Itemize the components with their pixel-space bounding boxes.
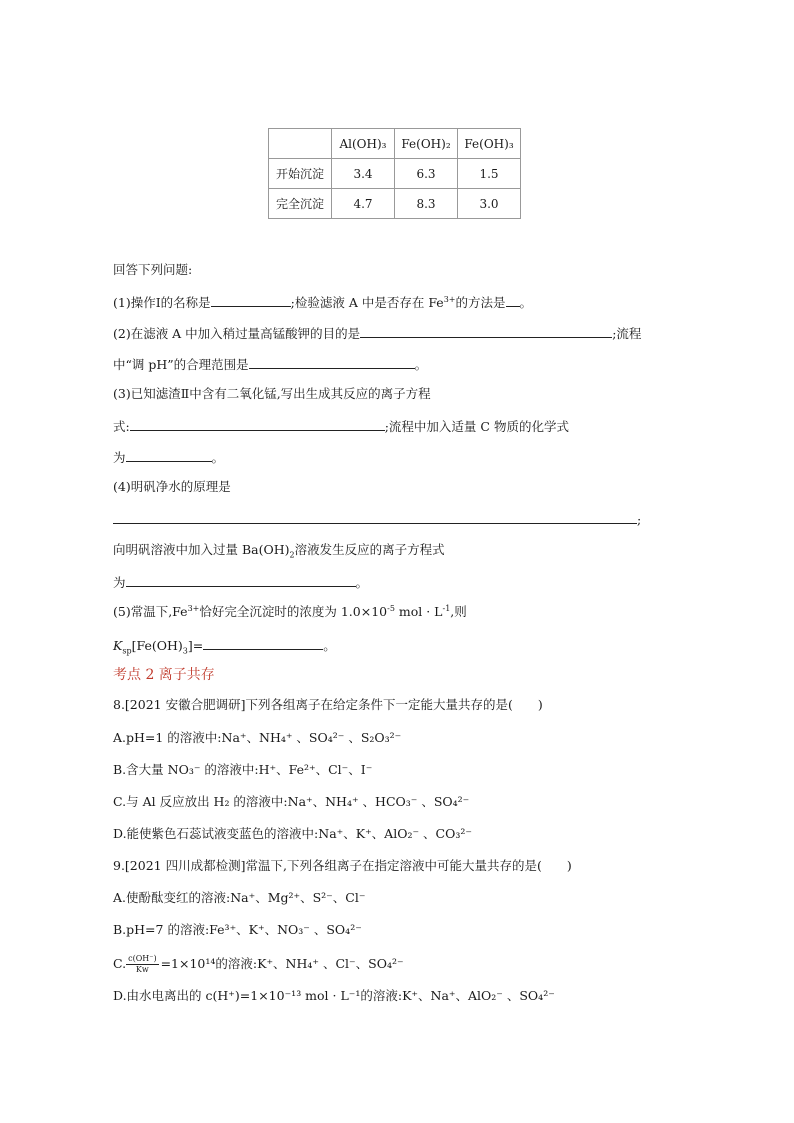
- option-c-prefix: C.: [113, 956, 127, 971]
- q5-text-i: 。: [323, 638, 336, 653]
- section-title: 考点 2 离子共存: [113, 667, 215, 683]
- table-header-cell: Fe(OH)₃: [458, 129, 521, 159]
- table-header-row: [269, 129, 521, 159]
- answer-blank[interactable]: [211, 293, 291, 307]
- q4-text-d: 溶液发生反应的离子方程式: [294, 542, 445, 557]
- question-5-line-1: (5)常温下$,Fe^{3+}$恰好完全沉淀时的浓度为 $1.0\times 10^{-5}$ mol · $L^{-1}$,则: [113, 603, 467, 619]
- q3-text: (3)已知滤渣Ⅱ中含有二氧化锰,写出生成其反应的离子方程: [113, 386, 431, 401]
- row-label: 完全沉淀: [269, 189, 332, 219]
- answer-blank[interactable]: [126, 573, 356, 587]
- fraction-denominator: Kw: [135, 965, 149, 974]
- q2-text-d: 。: [414, 357, 428, 372]
- table-header-cell: Fe(OH)₂: [395, 129, 458, 159]
- ksp-subscript: sp: [122, 646, 132, 656]
- q4-text-f: 。: [355, 575, 369, 590]
- question-4-line-4: [113, 573, 368, 591]
- table-cell: 6.3: [395, 159, 458, 189]
- q3-text-c: ;流程中加入适量 C 物质的化学式: [384, 419, 569, 434]
- question-2-line-1: [113, 324, 641, 342]
- question-8-stem: 8.[2021 安徽合肥调研]下列各组离子在给定条件下一定能大量共存的是( ): [113, 697, 543, 712]
- q1-text-d: 。: [519, 295, 533, 310]
- question-8-option-d[interactable]: D.能使紫色石蕊试液变蓝色的溶液中:Na⁺、K⁺、AlO₂⁻ 、CO₃²⁻: [113, 826, 472, 841]
- table-header-cell: [269, 129, 332, 159]
- table-cell: 3.4: [332, 159, 395, 189]
- question-1: (1)操作Ⅰ的名称是 ;检验滤液 A 中是否存在 $Fe^{3+}$的方法是 。: [113, 294, 533, 310]
- question-2-line-2: [113, 355, 427, 373]
- table-cell: 4.7: [332, 189, 395, 219]
- q4-text-e: 为: [113, 575, 126, 590]
- q2-text-c: 中“调 pH”的合理范围是: [113, 357, 249, 372]
- question-8-option-a[interactable]: A.pH=1 的溶液中:Na⁺、NH₄⁺ 、SO₄²⁻ 、S₂O₃²⁻: [113, 730, 402, 745]
- ratio-fraction: [126, 954, 158, 975]
- answer-blank[interactable]: [360, 324, 612, 338]
- q3-text-d: 为: [113, 450, 126, 465]
- q5-text-g: [Fe(OH): [131, 638, 183, 653]
- question-4-line-3: 向明矾溶液中加入过量 $Ba(OH)_2$溶液发生反应的离子方程式: [113, 542, 445, 560]
- table-row: [269, 159, 521, 189]
- question-4-line-1: [113, 479, 231, 495]
- intro-text: 回答下列问题:: [113, 262, 193, 277]
- option-c-rest: =1×10¹⁴的溶液:K⁺、NH₄⁺ 、Cl⁻、SO₄²⁻: [160, 956, 404, 971]
- table-header-cell: Al(OH)₃: [332, 129, 395, 159]
- q2-text: (2)在滤液 A 中加入稍过量高锰酸钾的目的是: [113, 326, 361, 341]
- q5-text-c: mol · L: [394, 604, 443, 619]
- row-label: 开始沉淀: [269, 159, 332, 189]
- q1-text: (1)操作Ⅰ的名称是: [113, 295, 211, 310]
- intro-line: [113, 262, 192, 278]
- ksp-symbol: K: [113, 638, 123, 653]
- q3-text-b: 式:: [113, 419, 130, 434]
- fraction-numerator: c(OH⁻): [128, 954, 157, 963]
- table-cell: 3.0: [458, 189, 521, 219]
- question-4-line-2: [113, 510, 641, 528]
- table-row: [269, 189, 521, 219]
- question-9-stem: 9.[2021 四川成都检测]常温下,下列各组离子在指定溶液中可能大量共存的是( ): [113, 858, 572, 873]
- q5-text-b: 恰好完全沉淀时的浓度为 1.0×10: [199, 604, 388, 619]
- question-9-option-d[interactable]: D.由水电离出的 c(H⁺)=1×10⁻¹³ mol · L⁻¹的溶液:K⁺、Na⁺、AlO₂⁻ 、SO₄²⁻: [113, 988, 555, 1003]
- q5-text-h: ]=: [187, 638, 204, 653]
- question-8-option-b[interactable]: B.含大量 NO₃⁻ 的溶液中:H⁺、Fe²⁺、Cl⁻、I⁻: [113, 762, 373, 777]
- q3-text-e: 。: [211, 450, 225, 465]
- question-9-option-b[interactable]: B.pH=7 的溶液:Fe³⁺、K⁺、NO₃⁻ 、SO₄²⁻: [113, 922, 362, 937]
- q1-text-c: 的方法是: [455, 295, 506, 310]
- table-cell: 8.3: [395, 189, 458, 219]
- question-9-option-a[interactable]: A.使酚酞变红的溶液:Na⁺、Mg²⁺、S²⁻、Cl⁻: [113, 890, 366, 905]
- question-5-line-2: $K_{sp}[Fe(OH)_3]=$ 。: [113, 638, 336, 656]
- question-3-line-1: [113, 386, 431, 402]
- answer-blank[interactable]: [506, 293, 520, 307]
- q2-text-b: ;流程: [612, 326, 642, 341]
- answer-blank[interactable]: [203, 636, 323, 650]
- question-3-line-2: [113, 417, 569, 435]
- question-8-option-c[interactable]: C.与 Al 反应放出 H₂ 的溶液中:Na⁺、NH₄⁺ 、HCO₃⁻ 、SO₄²⁻: [113, 794, 470, 809]
- q5-text-d: ,则: [450, 604, 467, 619]
- answer-blank[interactable]: [113, 510, 637, 524]
- table-cell: 1.5: [458, 159, 521, 189]
- answer-blank[interactable]: [126, 448, 212, 462]
- question-9-option-c[interactable]: [113, 954, 404, 975]
- answer-blank[interactable]: [130, 417, 385, 431]
- q1-text-b: ;检验滤液 A 中是否存在 Fe: [290, 295, 444, 310]
- answer-blank[interactable]: [249, 355, 415, 369]
- q4-text: (4)明矾净水的原理是: [113, 479, 231, 494]
- q5-text: (5)常温下,Fe: [113, 604, 188, 619]
- precipitation-ph-table: [268, 128, 521, 219]
- question-3-line-3: [113, 448, 224, 466]
- q4-text-c: 向明矾溶液中加入过量 Ba(OH): [113, 542, 290, 557]
- q4-text-b: ;: [637, 512, 642, 527]
